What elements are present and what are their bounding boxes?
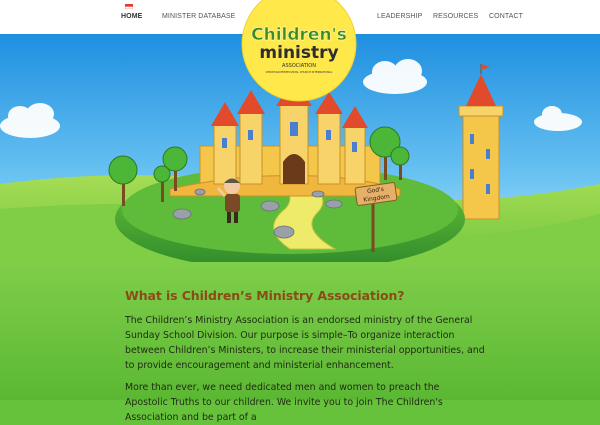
logo-text-line1: Children's — [251, 25, 347, 45]
logo-tagline: CHRISTIAN PENTECOSTAL CHURCH INTERNATIONAL — [265, 71, 333, 74]
nav-contact[interactable]: CONTACT — [489, 13, 524, 20]
sign-text-2: Kingdom — [362, 193, 391, 204]
intro-paragraph: The Children’s Ministry Association is an endorsed ministry of the General Sunday School Division. Our purpose is simple–To organize interaction between Children’s Ministers, to increase their ministerial opportunities, and to provide encouragement and ministerial enhancement. — [125, 315, 485, 371]
section-heading: What is Children’s Ministry Association? — [125, 288, 405, 303]
main-content — [0, 262, 600, 423]
nav-leadership[interactable]: LEADERSHIP — [377, 13, 423, 20]
sign-text-1: God's — [366, 185, 385, 196]
flag-icon — [125, 4, 133, 9]
site-logo[interactable] — [239, 0, 359, 102]
nav-home[interactable]: HOME — [121, 13, 143, 20]
nav-minister-database[interactable]: MINISTER DATABASE — [162, 13, 236, 20]
nav-resources[interactable]: RESOURCES — [433, 13, 479, 20]
logo-text-line3: ASSOCIATION — [282, 63, 316, 69]
second-paragraph: More than ever, we need dedicated men and women to preach the Apostolic Truths to our children. We invite you to join The Children's Association and be part of a — [125, 382, 443, 423]
logo-text-line2: ministry — [259, 43, 339, 63]
